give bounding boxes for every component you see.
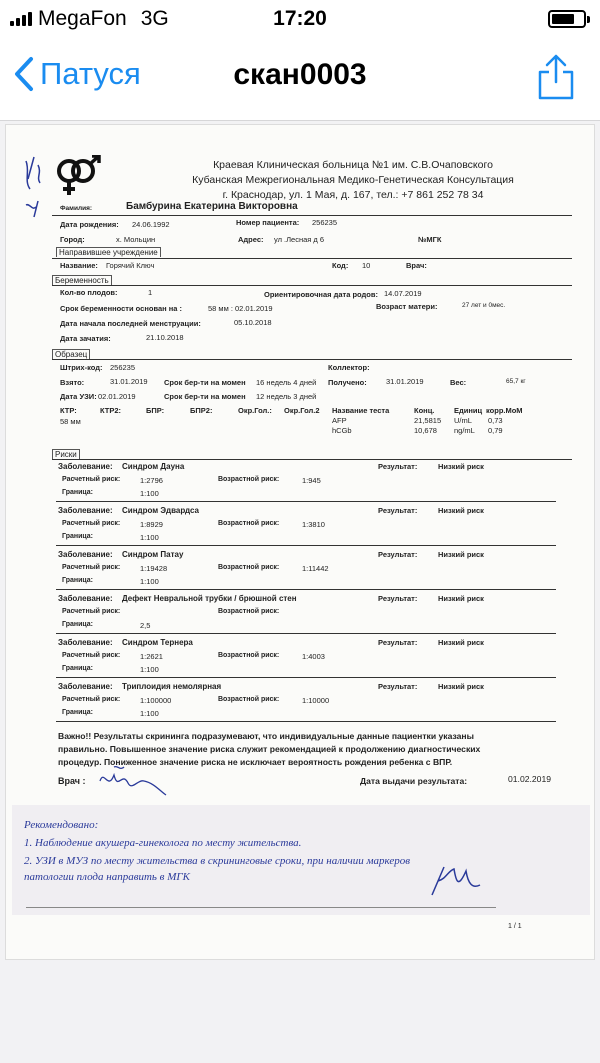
risk-block	[6, 592, 595, 636]
carrier-name: MegaFon	[38, 7, 127, 30]
risk-age-label: Возрастной риск:	[218, 696, 280, 703]
section-referring: Направившее учреждение	[56, 247, 161, 257]
recommendation-line-3: патологии плода направить в МГК	[24, 871, 190, 883]
term-at-us-label: Срок бер-ти на момен	[164, 392, 246, 401]
recommendation-line-2: 2. УЗИ в МУЗ по месту жительства в скрининговые сроки, при наличии маркеров	[24, 855, 411, 867]
risk-age: 1:945	[302, 476, 321, 485]
risk-border-label: Граница:	[62, 577, 94, 584]
col-okr-gol: Окр.Гол.:	[238, 406, 272, 415]
city-label: Город:	[60, 235, 85, 244]
battery-icon	[548, 10, 586, 28]
risk-block	[6, 636, 595, 680]
recommendation-line-1: 1. Наблюдение акушера-гинеколога по месту жительства.	[24, 837, 302, 849]
edd-value: 14.07.2019	[384, 289, 422, 298]
risk-calc: 1:19428	[140, 564, 168, 573]
recommendation-block	[12, 805, 590, 915]
status-bar	[0, 0, 600, 38]
risk-block	[6, 548, 595, 592]
risk-calc-label: Расчетный риск:	[62, 696, 121, 703]
conception-label: Дата зачатия:	[60, 334, 111, 343]
divider	[56, 721, 556, 722]
term-basis-value: 58 мм : 02.01.2019	[208, 304, 273, 313]
recommendation-signature	[426, 861, 486, 901]
header-line-3: г. Краснодар, ул. 1 Мая, д. 167, тел.: +7 861 252 78 34	[222, 189, 484, 201]
risk-result: Низкий риск	[438, 682, 484, 691]
clock: 17:20	[273, 7, 327, 30]
share-icon[interactable]	[536, 52, 576, 102]
risk-border: 1:100	[140, 489, 159, 498]
mother-age-label: Возраст матери:	[376, 302, 438, 311]
test-unit: U/mL	[454, 416, 472, 425]
taken-label: Взято:	[60, 378, 85, 387]
test-header-conc: Конц.	[414, 406, 435, 415]
referring-code-label: Код:	[332, 261, 349, 270]
received-value: 31.01.2019	[386, 377, 424, 386]
handwritten-margin-note	[20, 151, 50, 221]
mgk-number: №МГК	[418, 235, 442, 244]
risk-disease: Триплоидия немолярная	[122, 682, 222, 691]
risk-block	[6, 680, 595, 724]
risk-block	[6, 504, 595, 548]
patient-name: Бамбурина Екатерина Викторовна	[126, 201, 298, 212]
risk-result-label: Результат:	[378, 506, 418, 515]
risk-result: Низкий риск	[438, 594, 484, 603]
header-line-1: Краевая Клиническая больница №1 им. С.В.Очаповского	[213, 159, 493, 171]
risk-disease: Синдром Эдвардса	[122, 506, 199, 515]
patient-no-label: Номер пациента:	[236, 218, 300, 227]
risk-calc: 1:2621	[140, 652, 163, 661]
risk-disease: Синдром Патау	[122, 550, 184, 559]
risk-disease-label: Заболевание:	[58, 638, 113, 647]
back-label: Патуся	[40, 56, 141, 91]
risk-border-label: Граница:	[62, 533, 94, 540]
risk-result: Низкий риск	[438, 550, 484, 559]
navigation-bar	[0, 38, 600, 121]
address-label: Адрес:	[238, 235, 264, 244]
risk-disease: Синдром Дауна	[122, 462, 185, 471]
risk-border-label: Граница:	[62, 665, 94, 672]
test-header-mom: корр.МоМ	[486, 406, 523, 415]
surname-label: Фамилия:	[60, 205, 93, 212]
section-risks: Риски	[52, 449, 80, 459]
test-mom: 0,73	[488, 416, 503, 425]
taken-value: 31.01.2019	[110, 377, 148, 386]
test-header-name: Название теста	[332, 406, 390, 415]
divider	[52, 359, 572, 360]
risk-result-label: Результат:	[378, 594, 418, 603]
col-ktr: КТР:	[60, 406, 77, 415]
risk-calc-label: Расчетный риск:	[62, 652, 121, 659]
fetus-count-label: Кол-во плодов:	[60, 288, 118, 297]
doctor-signature	[94, 761, 174, 801]
barcode-label: Штрих-код:	[60, 363, 103, 372]
risk-result: Низкий риск	[438, 638, 484, 647]
risk-result-label: Результат:	[378, 462, 418, 471]
received-label: Получено:	[328, 378, 367, 387]
risk-disease-label: Заболевание:	[58, 550, 113, 559]
risk-border-label: Граница:	[62, 621, 94, 628]
referring-doctor-label: Врач:	[406, 261, 427, 270]
divider	[56, 677, 556, 678]
term-basis-label: Срок беременности основан на :	[60, 304, 183, 313]
test-conc: 21,5815	[414, 416, 442, 425]
risk-age-label: Возрастной риск:	[218, 608, 280, 615]
risk-age-label: Возрастной риск:	[218, 564, 280, 571]
risk-age: 1:10000	[302, 696, 330, 705]
page-number: 1 / 1	[508, 923, 522, 930]
lmp-label: Дата начала последней менструации:	[60, 319, 201, 328]
risk-disease-label: Заболевание:	[58, 506, 113, 515]
fetus-count-value: 1	[148, 288, 153, 297]
scanned-document[interactable]	[5, 124, 595, 960]
ktr-value: 58 мм	[60, 417, 81, 426]
important-line-1: Важно!! Результаты скрининга подразумевают, что индивидуальные данные пациентки указаны	[58, 731, 474, 741]
risk-age: 1:4003	[302, 652, 325, 661]
risk-calc: 1:2796	[140, 476, 163, 485]
term-at-taken-value: 16 недель 4 дней	[256, 378, 317, 387]
risk-result-label: Результат:	[378, 638, 418, 647]
test-header-unit: Единиц	[454, 406, 483, 415]
weight-value: 65,7 кг	[506, 378, 526, 385]
col-okr-gol2: Окр.Гол.2	[284, 406, 320, 415]
city-value: х. Мольцин	[116, 235, 156, 244]
back-button[interactable]	[14, 56, 141, 92]
doctor-label: Врач :	[58, 776, 86, 786]
risk-age-label: Возрастной риск:	[218, 520, 280, 527]
referring-name-value: Горячий Ключ	[106, 261, 155, 270]
risk-border-label: Граница:	[62, 709, 94, 716]
dob-label: Дата рождения:	[60, 220, 119, 229]
chevron-left-icon	[14, 56, 34, 92]
risk-border: 1:100	[140, 709, 159, 718]
section-pregnancy: Беременность	[52, 275, 112, 285]
us-date-label: Дата УЗИ:	[60, 392, 97, 401]
patient-no-value: 256235	[312, 218, 338, 227]
divider	[52, 285, 572, 286]
risk-block	[6, 460, 595, 504]
important-line-3: процедур. Пониженное значение риска не исключает вероятность рождения ребенка с ВПР.	[58, 757, 453, 767]
barcode-value: 256235	[110, 363, 136, 372]
header-line-2: Кубанская Межрегиональная Медико-Генетическая Консультация	[192, 174, 514, 186]
mother-age-value: 27 лет и 0мес.	[462, 302, 506, 309]
risk-border: 1:100	[140, 577, 159, 586]
page-title: скан0003	[233, 58, 367, 91]
risk-border: 2,5	[140, 621, 151, 630]
risk-result-label: Результат:	[378, 550, 418, 559]
weight-label: Вес:	[450, 378, 467, 387]
network-type: 3G	[140, 7, 169, 30]
risk-disease: Дефект Невральной трубки / брюшной стен	[122, 594, 297, 603]
risk-border: 1:100	[140, 665, 159, 674]
term-at-taken-label: Срок бер-ти на момен	[164, 378, 246, 387]
risk-disease-label: Заболевание:	[58, 682, 113, 691]
divider	[52, 258, 572, 259]
test-unit: ng/mL	[454, 426, 475, 435]
risk-calc-label: Расчетный риск:	[62, 520, 121, 527]
test-name: AFP	[332, 416, 347, 425]
issue-date-label: Дата выдачи результата:	[360, 776, 468, 786]
collector-label: Коллектор:	[328, 363, 370, 372]
address-value: ул .Лесная д 6	[274, 235, 325, 244]
risk-calc: 1:100000	[140, 696, 172, 705]
edd-label: Ориентировочная дата родов:	[264, 290, 378, 299]
risk-age: 1:11442	[302, 564, 329, 573]
issue-date-value: 01.02.2019	[508, 774, 552, 784]
term-at-us-value: 12 недель 3 дней	[256, 392, 317, 401]
col-bpr2: БПР2:	[190, 406, 213, 415]
risk-disease: Синдром Тернера	[122, 638, 193, 647]
risk-age-label: Возрастной риск:	[218, 476, 280, 483]
risk-calc: 1:8929	[140, 520, 163, 529]
divider	[56, 501, 556, 502]
dob-value: 24.06.1992	[132, 220, 170, 229]
risk-disease-label: Заболевание:	[58, 594, 113, 603]
referring-name-label: Название:	[60, 261, 98, 270]
conception-value: 21.10.2018	[146, 333, 184, 342]
divider	[56, 589, 556, 590]
risk-result-label: Результат:	[378, 682, 418, 691]
risk-calc-label: Расчетный риск:	[62, 476, 121, 483]
risk-result: Низкий риск	[438, 462, 484, 471]
test-name: hCGb	[332, 426, 352, 435]
risk-calc-label: Расчетный риск:	[62, 564, 121, 571]
risk-calc-label: Расчетный риск:	[62, 608, 121, 615]
risk-border-label: Граница:	[62, 489, 94, 496]
referring-code-value: 10	[362, 261, 371, 270]
divider	[56, 545, 556, 546]
us-date-value: 02.01.2019	[98, 392, 136, 401]
recommendation-title: Рекомендовано:	[24, 819, 99, 831]
col-bpr: БПР:	[146, 406, 165, 415]
divider	[26, 907, 496, 908]
important-line-2: правильно. Повышенное значение риска служит рекомендацией к продолжению диагностических	[58, 744, 481, 754]
divider	[52, 215, 572, 216]
col-ktr2: КТР2:	[100, 406, 122, 415]
risk-result: Низкий риск	[438, 506, 484, 515]
risk-age: 1:3810	[302, 520, 325, 529]
divider	[56, 633, 556, 634]
risk-disease-label: Заболевание:	[58, 462, 113, 471]
risk-border: 1:100	[140, 533, 159, 542]
risk-age-label: Возрастной риск:	[218, 652, 280, 659]
lmp-value: 05.10.2018	[234, 318, 272, 327]
test-conc: 10,678	[414, 426, 437, 435]
test-mom: 0,79	[488, 426, 503, 435]
section-sample: Образец	[52, 349, 90, 359]
